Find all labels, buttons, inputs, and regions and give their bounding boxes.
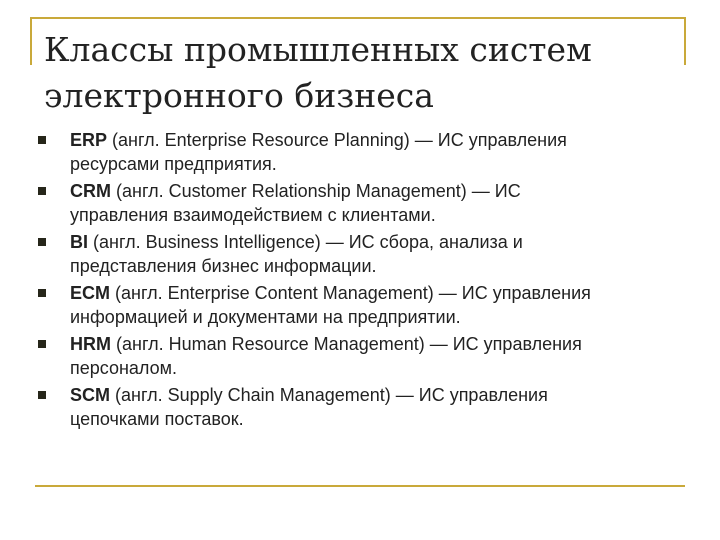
bullet-line-1	[70, 281, 693, 305]
abbreviation: BI	[70, 232, 88, 252]
bullet-line-1	[70, 230, 693, 254]
slide-title-line-1: Классы промышленных систем	[44, 30, 592, 69]
bullet-line-1	[70, 179, 693, 203]
abbreviation: CRM	[70, 181, 111, 201]
bullet-line-1	[70, 332, 693, 356]
square-bullet-icon	[38, 136, 46, 144]
description-start: (англ. Human Resource Management) — ИС управления	[111, 334, 582, 354]
abbreviation: ERP	[70, 130, 108, 150]
description-start: (англ. Enterprise Content Management) — ИС управления	[110, 283, 591, 303]
bullet-line-2: информацией и документами на предприятии.	[70, 307, 461, 327]
square-bullet-icon	[38, 340, 46, 348]
list-item-bi	[38, 230, 693, 278]
list-item-erp	[38, 128, 693, 176]
frame-left-line	[30, 17, 32, 65]
square-bullet-icon	[38, 187, 46, 195]
slide-title-line-2: электронного бизнеса	[44, 76, 434, 115]
frame-top-line	[30, 17, 685, 19]
bullet-line-2: представления бизнес информации.	[70, 256, 377, 276]
bullet-list	[38, 128, 693, 434]
bullet-line-1	[70, 128, 693, 152]
square-bullet-icon	[38, 391, 46, 399]
frame-right-line	[684, 17, 686, 65]
abbreviation: HRM	[70, 334, 111, 354]
abbreviation: SCM	[70, 385, 110, 405]
list-item-ecm	[38, 281, 693, 329]
list-item-hrm	[38, 332, 693, 380]
list-item-scm	[38, 383, 693, 431]
description-start: (англ. Customer Relationship Management) — ИС	[111, 181, 521, 201]
slide-title	[44, 27, 684, 119]
bullet-line-2: персоналом.	[70, 358, 178, 378]
description-start: (англ. Business Intelligence) — ИС сбора, анализа и	[88, 232, 523, 252]
square-bullet-icon	[38, 289, 46, 297]
square-bullet-icon	[38, 238, 46, 246]
bullet-line-2: управления взаимодействием с клиентами.	[70, 205, 436, 225]
bullet-line-2: ресурсами предприятия.	[70, 154, 277, 174]
description-start: (англ. Supply Chain Management) — ИС управления	[110, 385, 548, 405]
frame-bottom-line	[35, 485, 685, 487]
abbreviation: ECM	[70, 283, 110, 303]
description-start: (англ. Enterprise Resource Planning) — ИС управления	[107, 130, 567, 150]
list-item-crm	[38, 179, 693, 227]
bullet-line-2: цепочками поставок.	[70, 409, 244, 429]
bullet-line-1	[70, 383, 693, 407]
